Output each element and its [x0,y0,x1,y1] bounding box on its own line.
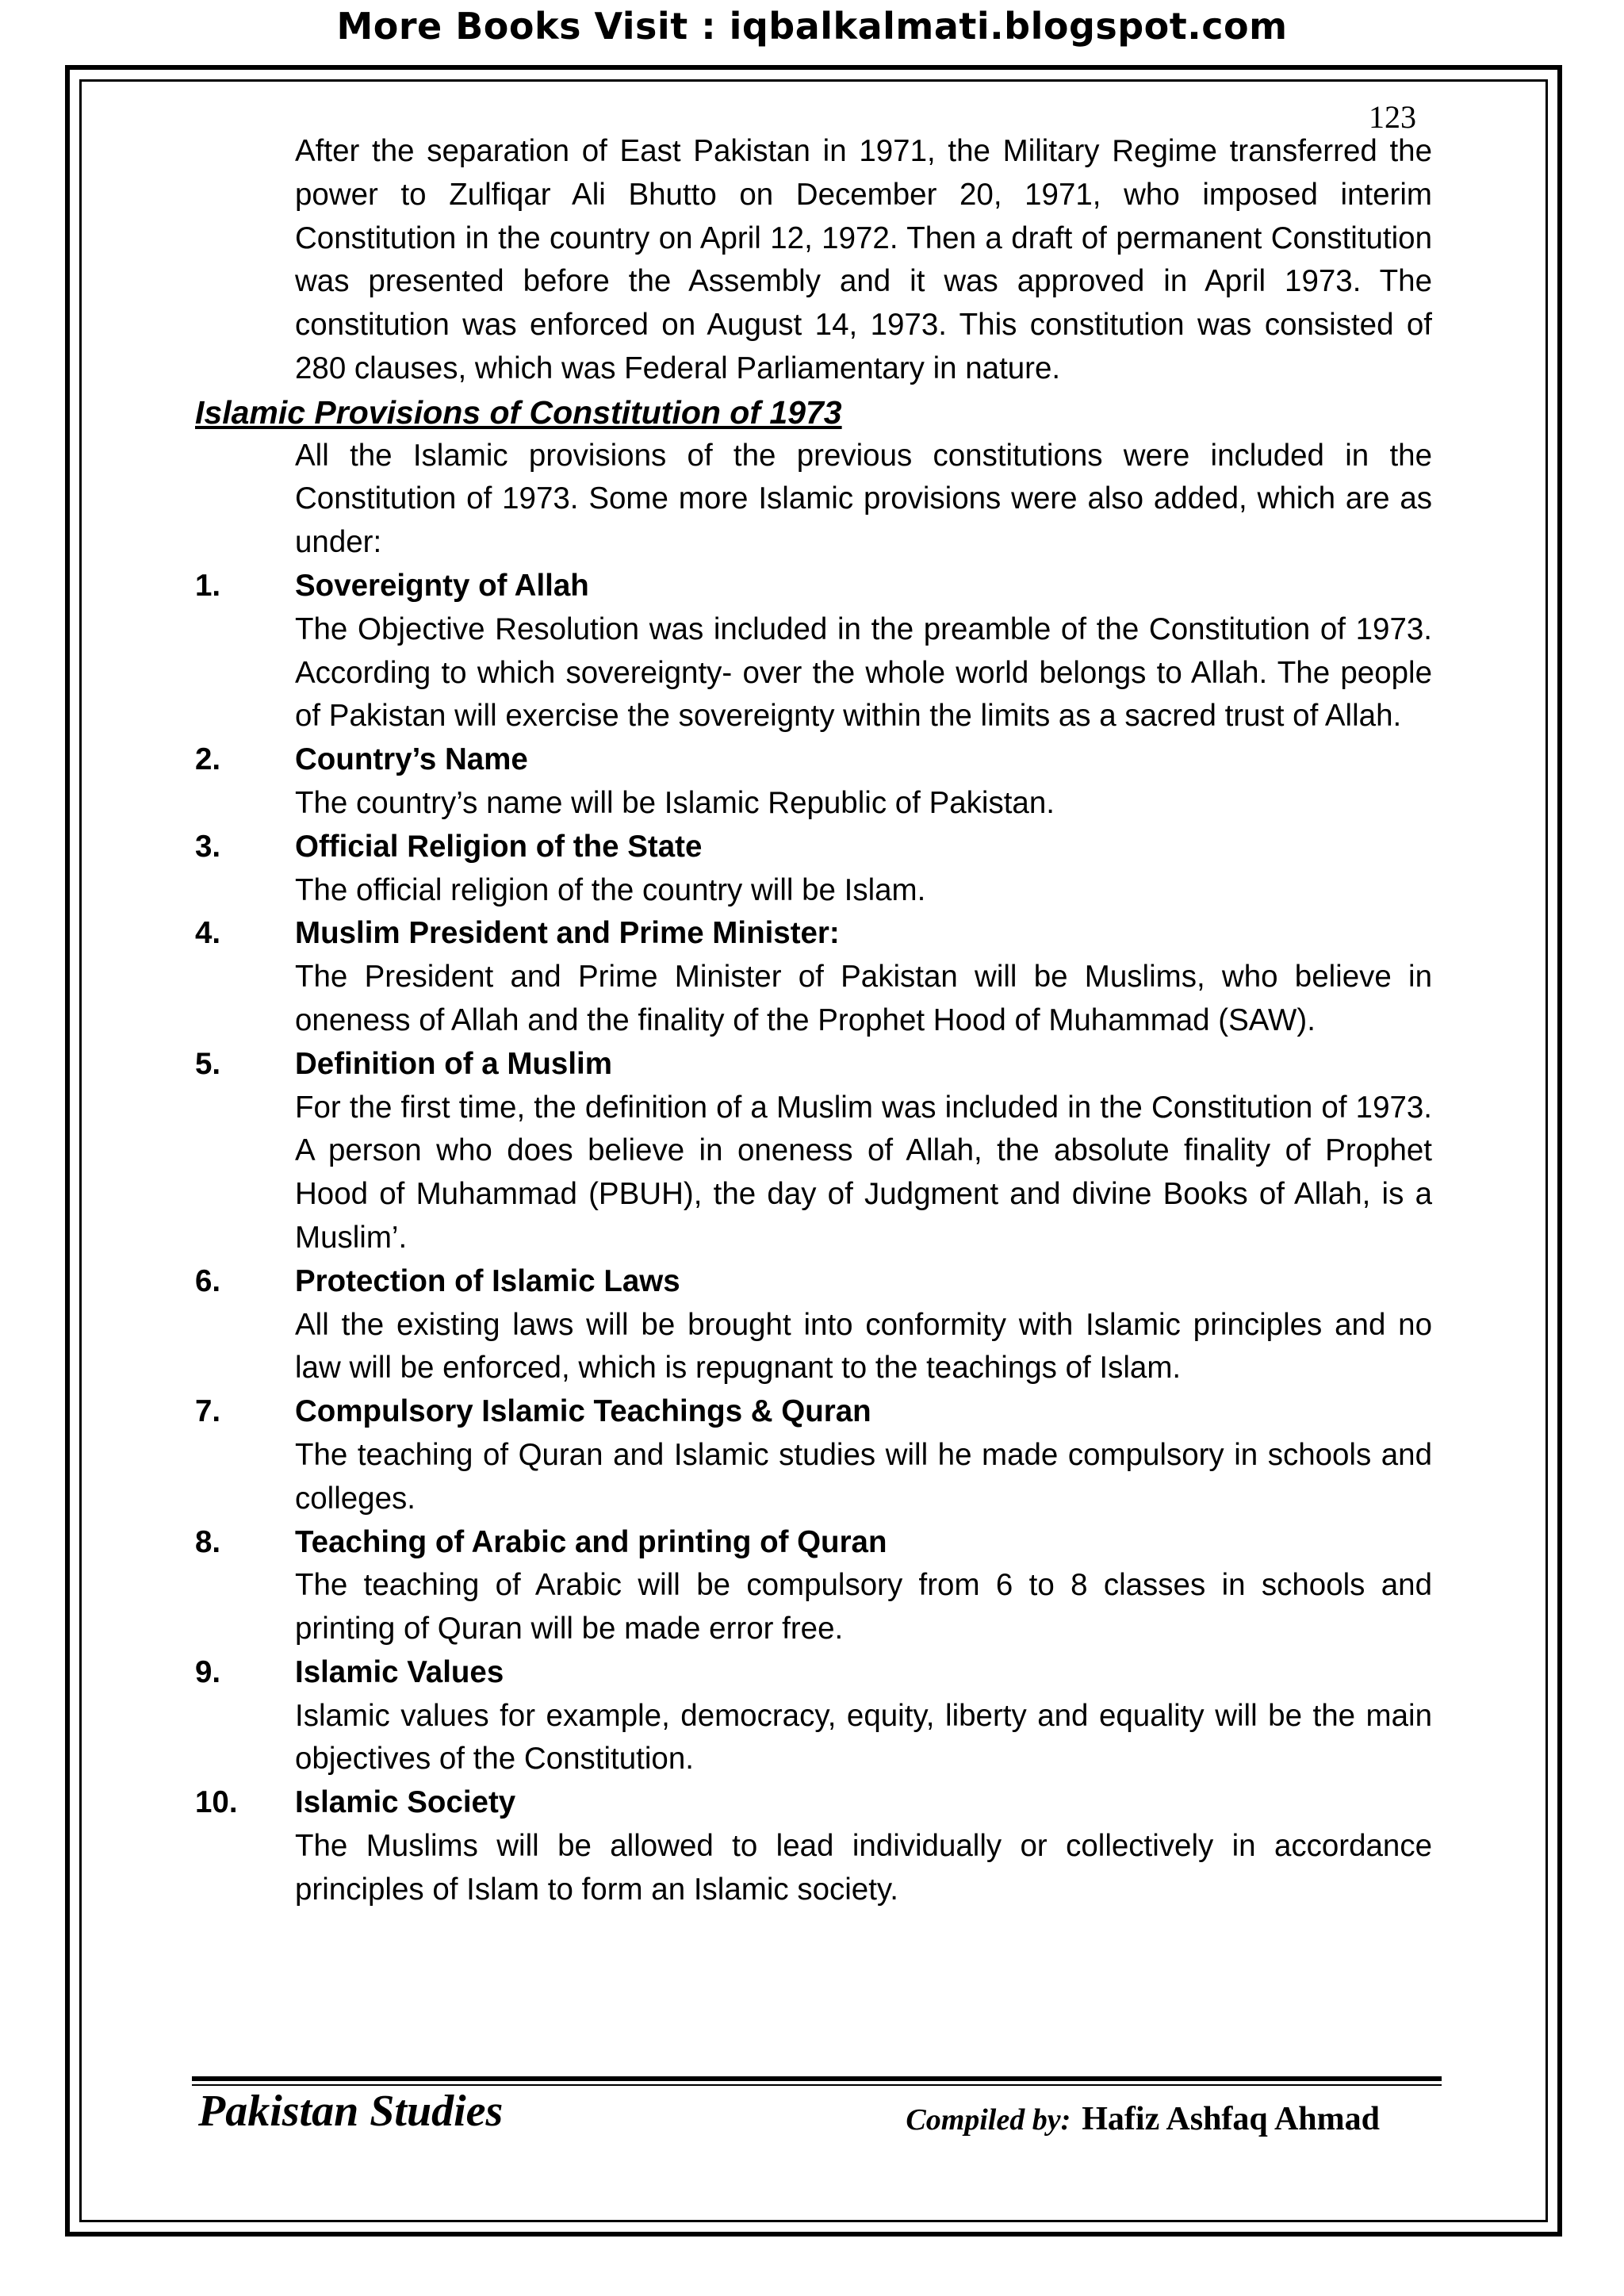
item-number: 9. [195,1654,221,1689]
item-heading: Protection of Islamic Laws [295,1263,680,1298]
item-text: The President and Prime Minister of Pakistan will be Muslims, who believe in oneness of Allah and the finality of the Prophet Hood of Muhammad (SAW). [295,960,1432,1037]
provision-item [195,565,1432,738]
item-heading: Sovereignty of Allah [295,568,589,603]
provision-item [195,1390,1432,1520]
compiled-by [906,2100,1380,2138]
provision-item [195,1043,1432,1260]
item-number: 2. [195,742,221,777]
provision-item [195,1651,1432,1781]
item-heading: Islamic Values [295,1654,504,1689]
item-number: 6. [195,1263,221,1298]
author-name: Hafiz Ashfaq Ahmad [1082,2101,1380,2137]
item-number: 7. [195,1394,221,1429]
book-title: Pakistan Studies [198,2087,504,2136]
item-heading: Teaching of Arabic and printing of Quran [295,1524,887,1559]
compiled-by-label: Compiled by: [906,2103,1071,2137]
provision-item [195,1260,1432,1390]
item-text: The country’s name will be Islamic Republic of Pakistan. [295,785,1055,820]
item-heading: Country’s Name [295,742,528,777]
item-text: The Objective Resolution was included in the preamble of the Constitution of 1973. According to which sovereignty- over the whole world belongs to Allah. The people of Pakistan will exercise the sovereignty within the limits as a sacred trust of Allah. [295,611,1432,734]
item-heading: Official Religion of the State [295,829,703,864]
item-number: 3. [195,829,221,864]
site-banner: More Books Visit : iqbalkalmati.blogspot.com [336,5,1288,48]
provision-item [195,1781,1432,1911]
provision-item [195,1521,1432,1651]
item-text: The official religion of the country will be Islam. [295,872,926,907]
item-text: The teaching of Quran and Islamic studies will he made compulsory in schools and colleges. [295,1437,1432,1516]
provision-item [195,738,1432,826]
provision-item [195,826,1432,913]
provision-item [195,912,1432,1042]
item-text: The Muslims will be allowed to lead individually or collectively in accordance principles of Islam to form an Islamic society. [295,1829,1432,1907]
item-number: 8. [195,1524,221,1559]
item-heading: Compulsory Islamic Teachings & Quran [295,1394,871,1429]
item-number: 5. [195,1046,221,1081]
item-text: All the existing laws will be brought into conformity with Islamic principles and no law will be enforced, which is repugnant to the teachings of Islam. [295,1307,1432,1386]
intro-paragraph: After the separation of East Pakistan in 1971, the Military Regime transferred the power to Zulfiqar Ali Bhutto on December 20, 1971, who imposed interim Constitution in the country on April 12, 1972. Then a draft of permanent Constitution was presented before the Assembly and it was approved in April 1973. The constitution was enforced on August 14, 1973. This constitution was consisted of 280 clauses, which was Federal Parliamentary in nature. [295,134,1432,385]
item-number: 1. [195,568,221,603]
item-text: For the first time, the definition of a Muslim was included in the Constitution of 1973. A person who does believe in oneness of Allah, the absolute finality of Prophet Hood of Muhammad (PBUH), the day of Judgment and divine Books of Allah, is a Muslim’. [295,1090,1432,1255]
page-content [195,130,1432,1912]
item-text: Islamic values for example, democracy, equity, liberty and equality will be the main objectives of the Constitution. [295,1698,1432,1777]
item-heading: Islamic Society [295,1785,516,1820]
footer-rule [192,2076,1442,2081]
section-intro: All the Islamic provisions of the previous constitutions were included in the Constitution of 1973. Some more Islamic provisions were also added, which are as under: [295,438,1432,560]
page-number: 123 [1369,99,1416,135]
item-heading: Muslim President and Prime Minister: [295,916,840,951]
item-text: The teaching of Arabic will be compulsory from 6 to 8 classes in schools and printing of Quran will be made error free. [295,1568,1432,1646]
item-number: 4. [195,916,221,951]
section-title: Islamic Provisions of Constitution of 1973 [195,393,842,431]
item-heading: Definition of a Muslim [295,1046,612,1081]
item-number: 10. [195,1785,238,1820]
